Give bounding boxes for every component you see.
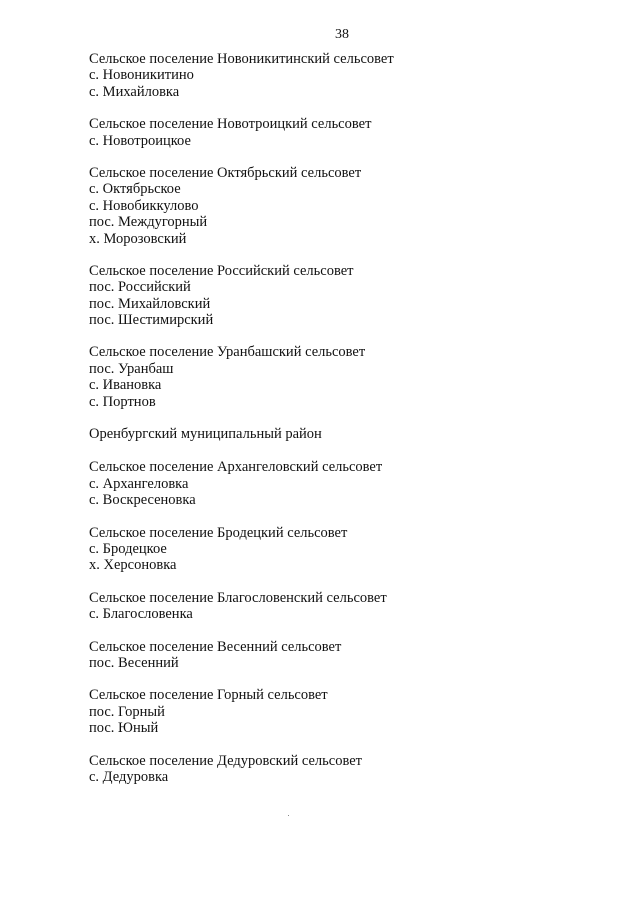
settlement-heading: Сельское поселение Горный сельсовет (89, 687, 328, 704)
document-body (89, 51, 589, 801)
settlement-heading: Сельское поселение Новоникитинский сельсовет (89, 51, 394, 67)
settlement-block (89, 687, 589, 736)
settlement-heading: Сельское поселение Архангеловский сельсовет (89, 459, 383, 476)
locality-item: пос. Михайловский (89, 295, 211, 312)
locality-item: с. Новоникитино (89, 67, 194, 84)
settlement-heading: Сельское поселение Новотроицкий сельсовет (89, 116, 372, 133)
locality-item: пос. Российский (89, 279, 191, 296)
settlement-block (89, 459, 589, 508)
locality-item: пос. Шестимирский (89, 312, 214, 329)
district-heading: Оренбургский муниципальный район (89, 426, 322, 443)
settlement-heading: Сельское поселение Дедуровский сельсовет (89, 752, 362, 769)
settlement-block (89, 51, 589, 100)
locality-item: с. Бродецкое (89, 540, 167, 557)
locality-item: с. Новобиккулово (89, 197, 199, 214)
settlement-block (89, 590, 589, 623)
locality-item: пос. Уранбаш (89, 360, 174, 377)
locality-item: с. Дедуровка (89, 768, 169, 785)
locality-item: с. Портнов (89, 393, 156, 410)
scan-speck (288, 815, 289, 816)
locality-item: х. Морозовский (89, 230, 187, 247)
settlement-heading: Сельское поселение Уранбашский сельсовет (89, 344, 366, 361)
settlement-heading: Сельское поселение Бродецкий сельсовет (89, 524, 348, 541)
locality-item: с. Ивановка (89, 377, 162, 394)
page-number: 38 (335, 27, 349, 42)
settlement-block (89, 263, 589, 329)
settlement-block (89, 344, 589, 410)
settlement-heading: Сельское поселение Российский сельсовет (89, 262, 354, 279)
settlement-block (89, 525, 589, 574)
settlement-block (89, 116, 589, 149)
settlement-block (89, 639, 589, 672)
locality-item: пос. Горный (89, 703, 165, 720)
locality-item: пос. Междугорный (89, 214, 208, 231)
locality-item: х. Херсоновка (89, 557, 177, 574)
locality-item: с. Новотроицкое (89, 132, 191, 149)
settlement-block (89, 753, 589, 786)
locality-item: пос. Весенний (89, 654, 179, 671)
locality-item: с. Воскресеновка (89, 492, 196, 509)
settlement-heading: Сельское поселение Весенний сельсовет (89, 638, 342, 655)
locality-item: с. Октябрьское (89, 181, 181, 198)
settlement-heading: Сельское поселение Октябрьский сельсовет (89, 164, 362, 181)
settlement-heading: Сельское поселение Благословенский сельсовет (89, 589, 387, 606)
locality-item: с. Благословенка (89, 606, 193, 623)
locality-item: с. Михайловка (89, 83, 180, 100)
settlement-block (89, 165, 589, 247)
district-block (89, 426, 589, 442)
locality-item: с. Архангеловка (89, 475, 189, 492)
locality-item: пос. Юный (89, 720, 159, 737)
